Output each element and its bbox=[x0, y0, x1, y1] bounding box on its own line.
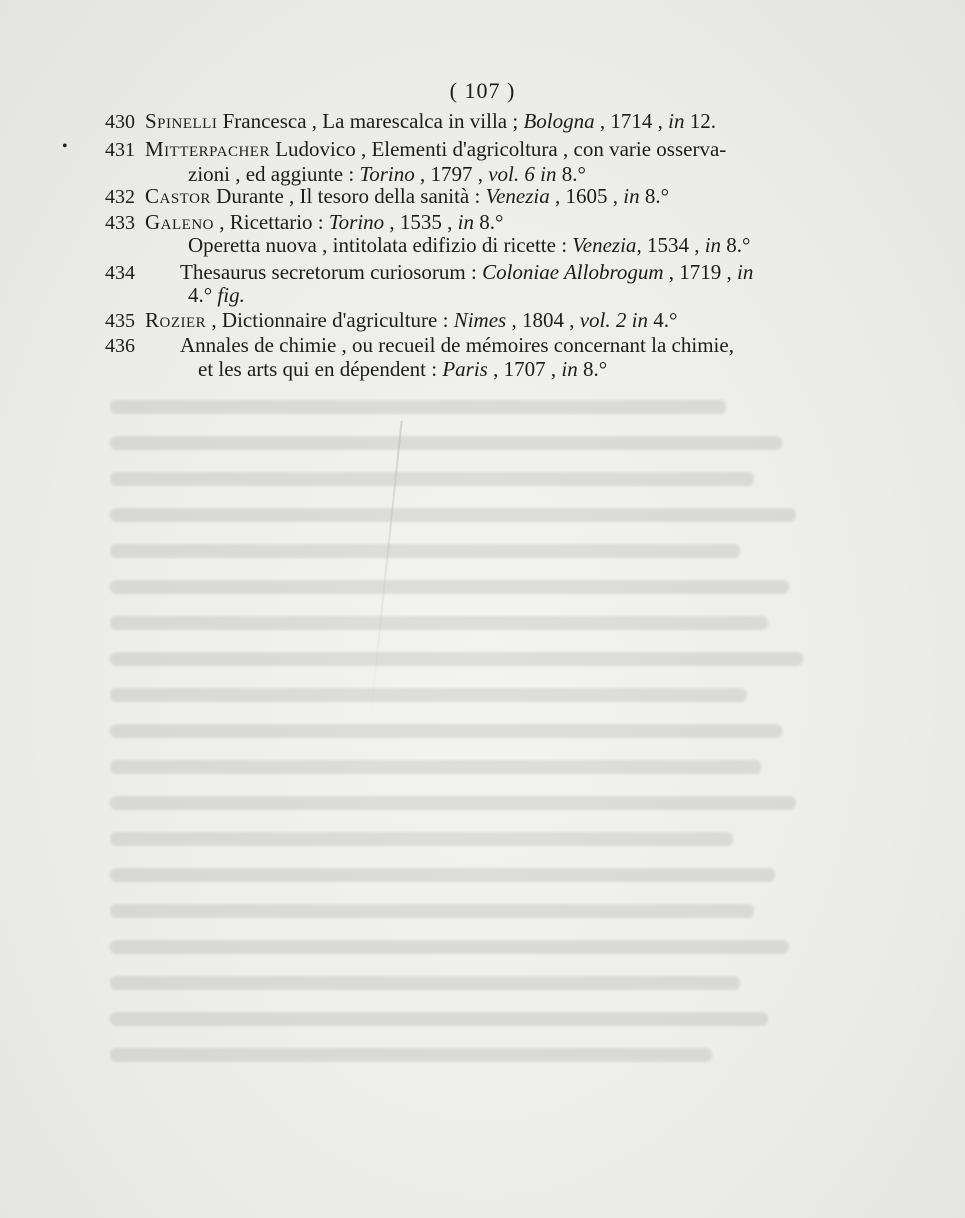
entry-format-in: in bbox=[540, 162, 557, 186]
entry-place: Bologna bbox=[523, 109, 595, 133]
entry-number: 432 bbox=[105, 186, 135, 208]
entry-436-continuation bbox=[198, 356, 607, 382]
entry-author: Mitterpacher bbox=[145, 137, 270, 161]
entry-number: 433 bbox=[105, 212, 135, 234]
entry-place: Torino bbox=[359, 162, 415, 186]
entry-place: Torino bbox=[328, 210, 385, 234]
entry-author: Spinelli bbox=[145, 109, 218, 133]
page-number: ( 107 ) bbox=[449, 78, 516, 103]
entry-number: 436 bbox=[105, 335, 135, 357]
entry-format: 12. bbox=[684, 109, 716, 133]
entry-year: , 1707 , bbox=[487, 357, 562, 381]
entry-place: Venezia bbox=[572, 233, 637, 257]
entry-number: 434 bbox=[105, 262, 135, 284]
entry-format: 8.° bbox=[721, 233, 751, 257]
entry-format-in: in bbox=[631, 308, 648, 332]
entry-author: Galeno bbox=[145, 210, 214, 234]
entry-430 bbox=[105, 108, 805, 135]
entry-text: zioni , ed aggiunte : bbox=[188, 162, 360, 186]
entry-format: 8.° bbox=[556, 162, 586, 186]
entry-text: et les arts qui en dépendent : bbox=[198, 357, 443, 381]
entry-432 bbox=[105, 183, 805, 210]
entry-number: 430 bbox=[105, 111, 135, 133]
entry-figures: fig. bbox=[217, 283, 245, 307]
entry-format: 8.° bbox=[474, 210, 504, 234]
entry-text: , Ricettario : bbox=[214, 210, 329, 234]
entry-433-sub bbox=[188, 232, 750, 258]
entry-text: Annales de chimie , ou recueil de mémoires concernant la chimie, bbox=[180, 333, 734, 357]
entry-format-in: in bbox=[457, 210, 474, 234]
entry-author: Rozier bbox=[145, 308, 207, 332]
entry-place: Paris bbox=[442, 357, 488, 381]
entry-year: , 1797 , bbox=[414, 162, 489, 186]
entry-text: Ludovico , Elementi d'agricoltura , con varie osserva- bbox=[269, 137, 727, 161]
entry-number: 431 bbox=[105, 139, 135, 161]
entry-format-in: in bbox=[668, 109, 685, 133]
entry-format: 8.° bbox=[577, 357, 608, 381]
entry-number: 435 bbox=[105, 310, 135, 332]
entry-text: Durante , Il tesoro della sanità : bbox=[210, 184, 486, 208]
entry-year: , 1605 , bbox=[549, 184, 624, 208]
entry-format: 4.° bbox=[647, 308, 678, 332]
entry-434-continuation bbox=[188, 282, 245, 308]
entry-format-in: in bbox=[737, 260, 754, 284]
entry-format-in: in bbox=[561, 357, 578, 381]
entry-format: 8.° bbox=[639, 184, 669, 208]
entry-436 bbox=[105, 332, 805, 359]
entry-format-in: in bbox=[704, 233, 722, 257]
entry-435 bbox=[105, 307, 805, 334]
entry-place: Coloniae Allobrogum bbox=[482, 260, 664, 284]
entry-volume: vol. 2 bbox=[579, 308, 627, 332]
entry-place: Venezia bbox=[485, 184, 550, 208]
entry-format-in: in bbox=[623, 184, 640, 208]
entry-author: Castor bbox=[145, 184, 211, 208]
entry-year: , 1804 , bbox=[506, 308, 580, 332]
entry-format: 4.° bbox=[188, 283, 218, 307]
entry-place: Nimes bbox=[453, 308, 507, 332]
entry-text: Operetta nuova , intitolata edifizio di ricette : bbox=[188, 233, 573, 257]
entry-year: , 1535 , bbox=[384, 210, 458, 234]
entry-year: , 1534 , bbox=[636, 233, 705, 257]
entry-text: , Dictionnaire d'agriculture : bbox=[206, 308, 454, 332]
margin-mark: • bbox=[62, 138, 68, 155]
entry-year: , 1714 , bbox=[594, 109, 669, 133]
entry-text: Thesaurus secretorum curiosorum : bbox=[180, 260, 483, 284]
entry-431 bbox=[105, 136, 805, 163]
entry-text: Francesca , La marescalca in villa ; bbox=[217, 109, 524, 133]
entry-volume: vol. 6 bbox=[488, 162, 535, 186]
entry-year: , 1719 , bbox=[663, 260, 738, 284]
